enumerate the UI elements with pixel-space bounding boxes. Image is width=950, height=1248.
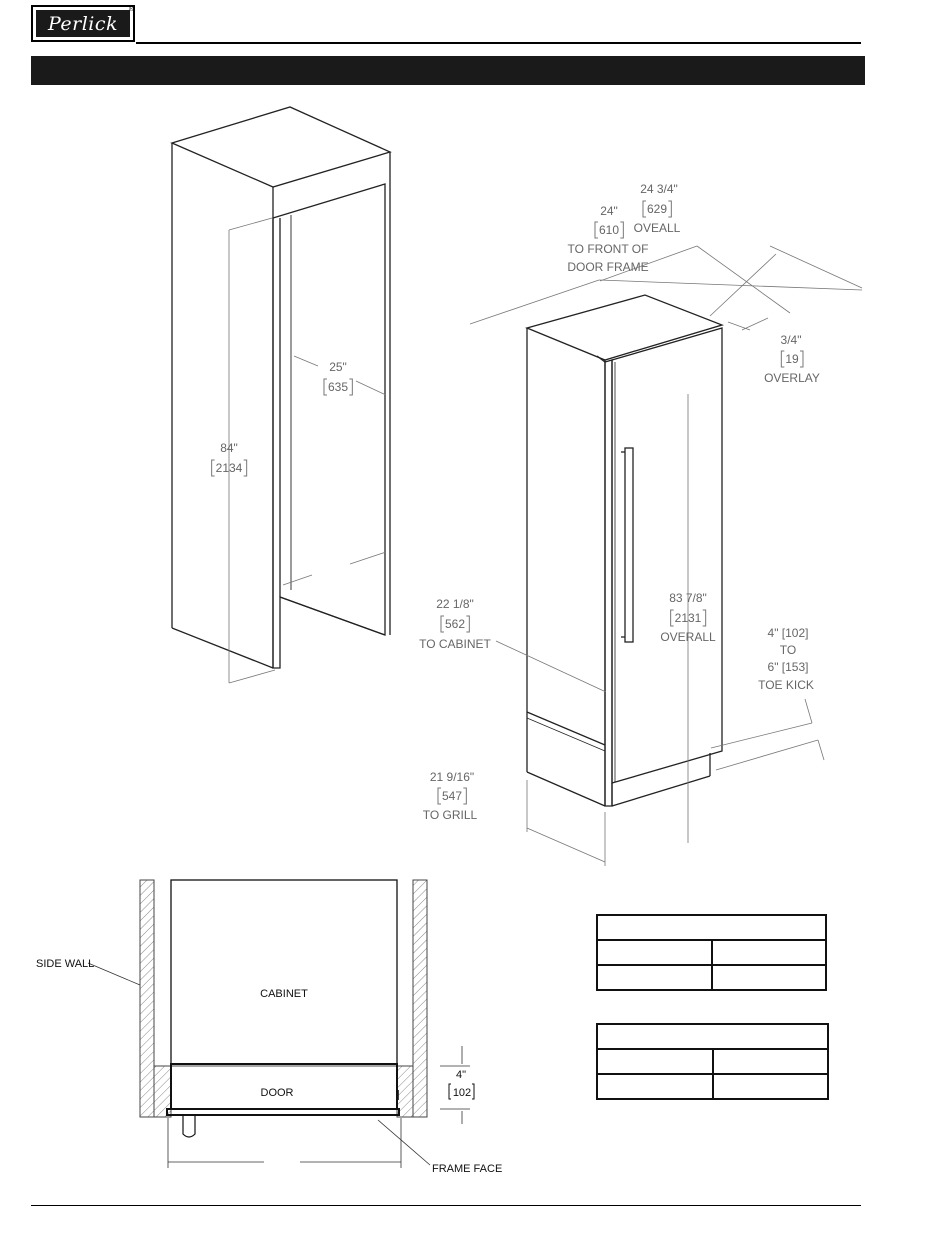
unit-height-in: 83 7/8" (669, 591, 707, 605)
spec-table-1-cell (712, 965, 827, 990)
spec-table-2 (596, 1023, 829, 1100)
grill-depth-label: TO GRILL (422, 808, 478, 822)
frame-depth-mm: 610 (598, 223, 620, 237)
logo-wordmark: Perlick (47, 13, 119, 35)
mm-bracket (212, 460, 215, 476)
overall-depth-in: 24 3/4" (640, 182, 678, 196)
mm-bracket (703, 610, 706, 626)
registered-mark: ® (128, 6, 134, 13)
cabinet-label: CABINET (260, 988, 308, 1000)
overlay-mm: 19 (785, 352, 799, 366)
opening-depth-in: 25" (329, 360, 347, 374)
mm-bracket (438, 788, 441, 804)
overlay-in: 3/4" (780, 333, 802, 347)
grill-depth-mm: 547 (441, 789, 463, 803)
mm-bracket (244, 460, 247, 476)
gap-in: 4" (455, 1069, 467, 1081)
spec-table-1-cell (597, 965, 712, 990)
spec-table-2-cell (713, 1074, 829, 1099)
iso-opening-dims (229, 218, 386, 683)
spec-table-1-cell (597, 940, 712, 965)
spec-table-2-cell (713, 1049, 829, 1074)
frame-face-label: FRAME FACE (432, 1163, 503, 1175)
toe-kick-line-4: TOE KICK (758, 678, 814, 692)
door-label: DOOR (260, 1087, 294, 1099)
spec-table-2-header (597, 1024, 828, 1049)
iso-opening-enclosure (172, 107, 390, 668)
mm-bracket (463, 788, 466, 804)
cabinet-depth-label: TO CABINET (419, 637, 491, 651)
frame-depth-label-2: DOOR FRAME (567, 260, 649, 274)
mm-bracket (800, 351, 803, 367)
mm-bracket (349, 379, 352, 395)
mm-bracket (595, 222, 598, 238)
toe-kick-line-2: TO (779, 643, 797, 657)
mm-bracket (620, 222, 623, 238)
mm-bracket (643, 201, 646, 217)
cabinet-depth-mm: 562 (444, 617, 466, 631)
door-handle (621, 448, 633, 642)
mm-bracket (668, 201, 671, 217)
opening-height-in: 84" (220, 441, 238, 455)
unit-height-label: OVERALL (660, 630, 716, 644)
gap-mm: 102 (452, 1087, 472, 1099)
overall-depth-mm: 629 (646, 202, 668, 216)
frame-depth-in: 24" (600, 204, 618, 218)
spec-table-1-header (597, 915, 826, 940)
toe-kick-line-1: 4" [102] (767, 626, 809, 640)
mm-bracket (441, 616, 444, 632)
spec-table-1 (596, 914, 827, 991)
mm-bracket (781, 351, 784, 367)
mm-bracket (324, 379, 327, 395)
overlay-label: OVERLAY (764, 371, 820, 385)
spec-table-2-cell (597, 1074, 713, 1099)
toe-kick-line-3: 6" [153] (767, 660, 809, 674)
overall-depth-label: OVEALL (633, 221, 681, 235)
unit-height-mm: 2131 (674, 611, 702, 625)
mm-bracket (466, 616, 469, 632)
spec-table-2-cell (597, 1049, 713, 1074)
frame-depth-label-1: TO FRONT OF (567, 242, 649, 256)
mm-bracket (671, 610, 674, 626)
spec-table-1-cell (712, 940, 827, 965)
grill-depth-in: 21 9/16" (429, 770, 475, 784)
side-wall-label: SIDE WALL (36, 958, 95, 970)
opening-height-mm: 2134 (215, 461, 243, 475)
cabinet-depth-in: 22 1/8" (436, 597, 474, 611)
opening-depth-mm: 635 (327, 380, 349, 394)
